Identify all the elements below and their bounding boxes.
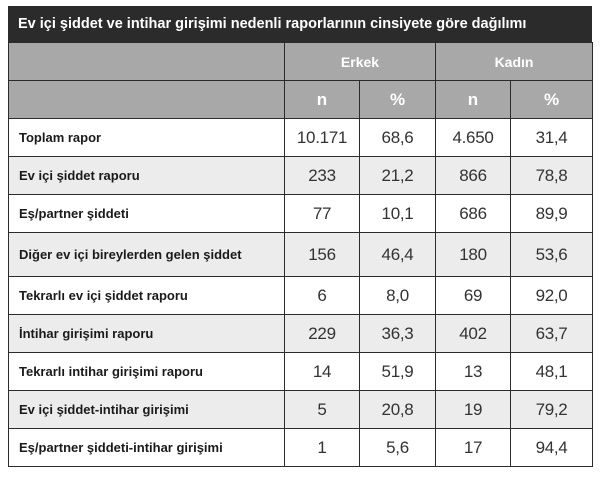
cell-male-n: 233 xyxy=(285,157,360,195)
cell-female-n: 13 xyxy=(436,353,511,391)
row-label: Ev içi şiddet raporu xyxy=(9,157,285,195)
cell-female-percent: 48,1 xyxy=(511,353,593,391)
cell-male-n: 6 xyxy=(285,277,360,315)
data-table xyxy=(8,42,593,467)
data-table-container xyxy=(8,6,592,467)
table-row xyxy=(9,195,593,233)
cell-male-percent: 46,4 xyxy=(360,233,436,277)
cell-female-percent: 94,4 xyxy=(511,429,593,467)
cell-female-percent: 89,9 xyxy=(511,195,593,233)
cell-male-percent: 20,8 xyxy=(360,391,436,429)
cell-female-percent: 63,7 xyxy=(511,315,593,353)
cell-female-percent: 53,6 xyxy=(511,233,593,277)
table-row xyxy=(9,119,593,157)
cell-male-n: 77 xyxy=(285,195,360,233)
header-sub-percent: % xyxy=(360,81,436,119)
table-title: Ev içi şiddet ve intihar girişimi nedenli raporlarının cinsiyete göre dağılımı xyxy=(8,6,592,42)
header-group-female: Kadın xyxy=(436,43,593,81)
row-label: Tekrarlı ev içi şiddet raporu xyxy=(9,277,285,315)
header-sub-n: n xyxy=(285,81,360,119)
cell-female-n: 17 xyxy=(436,429,511,467)
header-row-subs xyxy=(9,81,593,119)
cell-female-n: 686 xyxy=(436,195,511,233)
header-empty-cell xyxy=(9,43,285,81)
cell-male-n: 1 xyxy=(285,429,360,467)
header-sub-n: n xyxy=(436,81,511,119)
cell-female-n: 69 xyxy=(436,277,511,315)
cell-male-percent: 51,9 xyxy=(360,353,436,391)
header-sub-percent: % xyxy=(511,81,593,119)
cell-female-percent: 78,8 xyxy=(511,157,593,195)
cell-female-percent: 31,4 xyxy=(511,119,593,157)
cell-male-n: 10.171 xyxy=(285,119,360,157)
cell-male-n: 156 xyxy=(285,233,360,277)
row-label: Tekrarlı intihar girişimi raporu xyxy=(9,353,285,391)
cell-male-n: 229 xyxy=(285,315,360,353)
cell-male-percent: 36,3 xyxy=(360,315,436,353)
row-label: Diğer ev içi bireylerden gelen şiddet xyxy=(9,233,285,277)
table-row xyxy=(9,353,593,391)
cell-male-n: 14 xyxy=(285,353,360,391)
cell-male-n: 5 xyxy=(285,391,360,429)
table-row xyxy=(9,233,593,277)
cell-male-percent: 8,0 xyxy=(360,277,436,315)
row-label: Toplam rapor xyxy=(9,119,285,157)
row-label: İntihar girişimi raporu xyxy=(9,315,285,353)
header-empty-cell xyxy=(9,81,285,119)
cell-female-n: 402 xyxy=(436,315,511,353)
cell-female-percent: 79,2 xyxy=(511,391,593,429)
row-label: Eş/partner şiddeti-intihar girişimi xyxy=(9,429,285,467)
cell-female-n: 866 xyxy=(436,157,511,195)
row-label: Eş/partner şiddeti xyxy=(9,195,285,233)
table-row xyxy=(9,429,593,467)
cell-female-n: 19 xyxy=(436,391,511,429)
table-row xyxy=(9,315,593,353)
header-row-groups xyxy=(9,43,593,81)
cell-male-percent: 10,1 xyxy=(360,195,436,233)
cell-male-percent: 5,6 xyxy=(360,429,436,467)
table-row xyxy=(9,157,593,195)
cell-female-n: 180 xyxy=(436,233,511,277)
cell-male-percent: 21,2 xyxy=(360,157,436,195)
cell-female-n: 4.650 xyxy=(436,119,511,157)
table-row xyxy=(9,391,593,429)
cell-female-percent: 92,0 xyxy=(511,277,593,315)
header-group-male: Erkek xyxy=(285,43,436,81)
row-label: Ev içi şiddet-intihar girişimi xyxy=(9,391,285,429)
cell-male-percent: 68,6 xyxy=(360,119,436,157)
table-row xyxy=(9,277,593,315)
